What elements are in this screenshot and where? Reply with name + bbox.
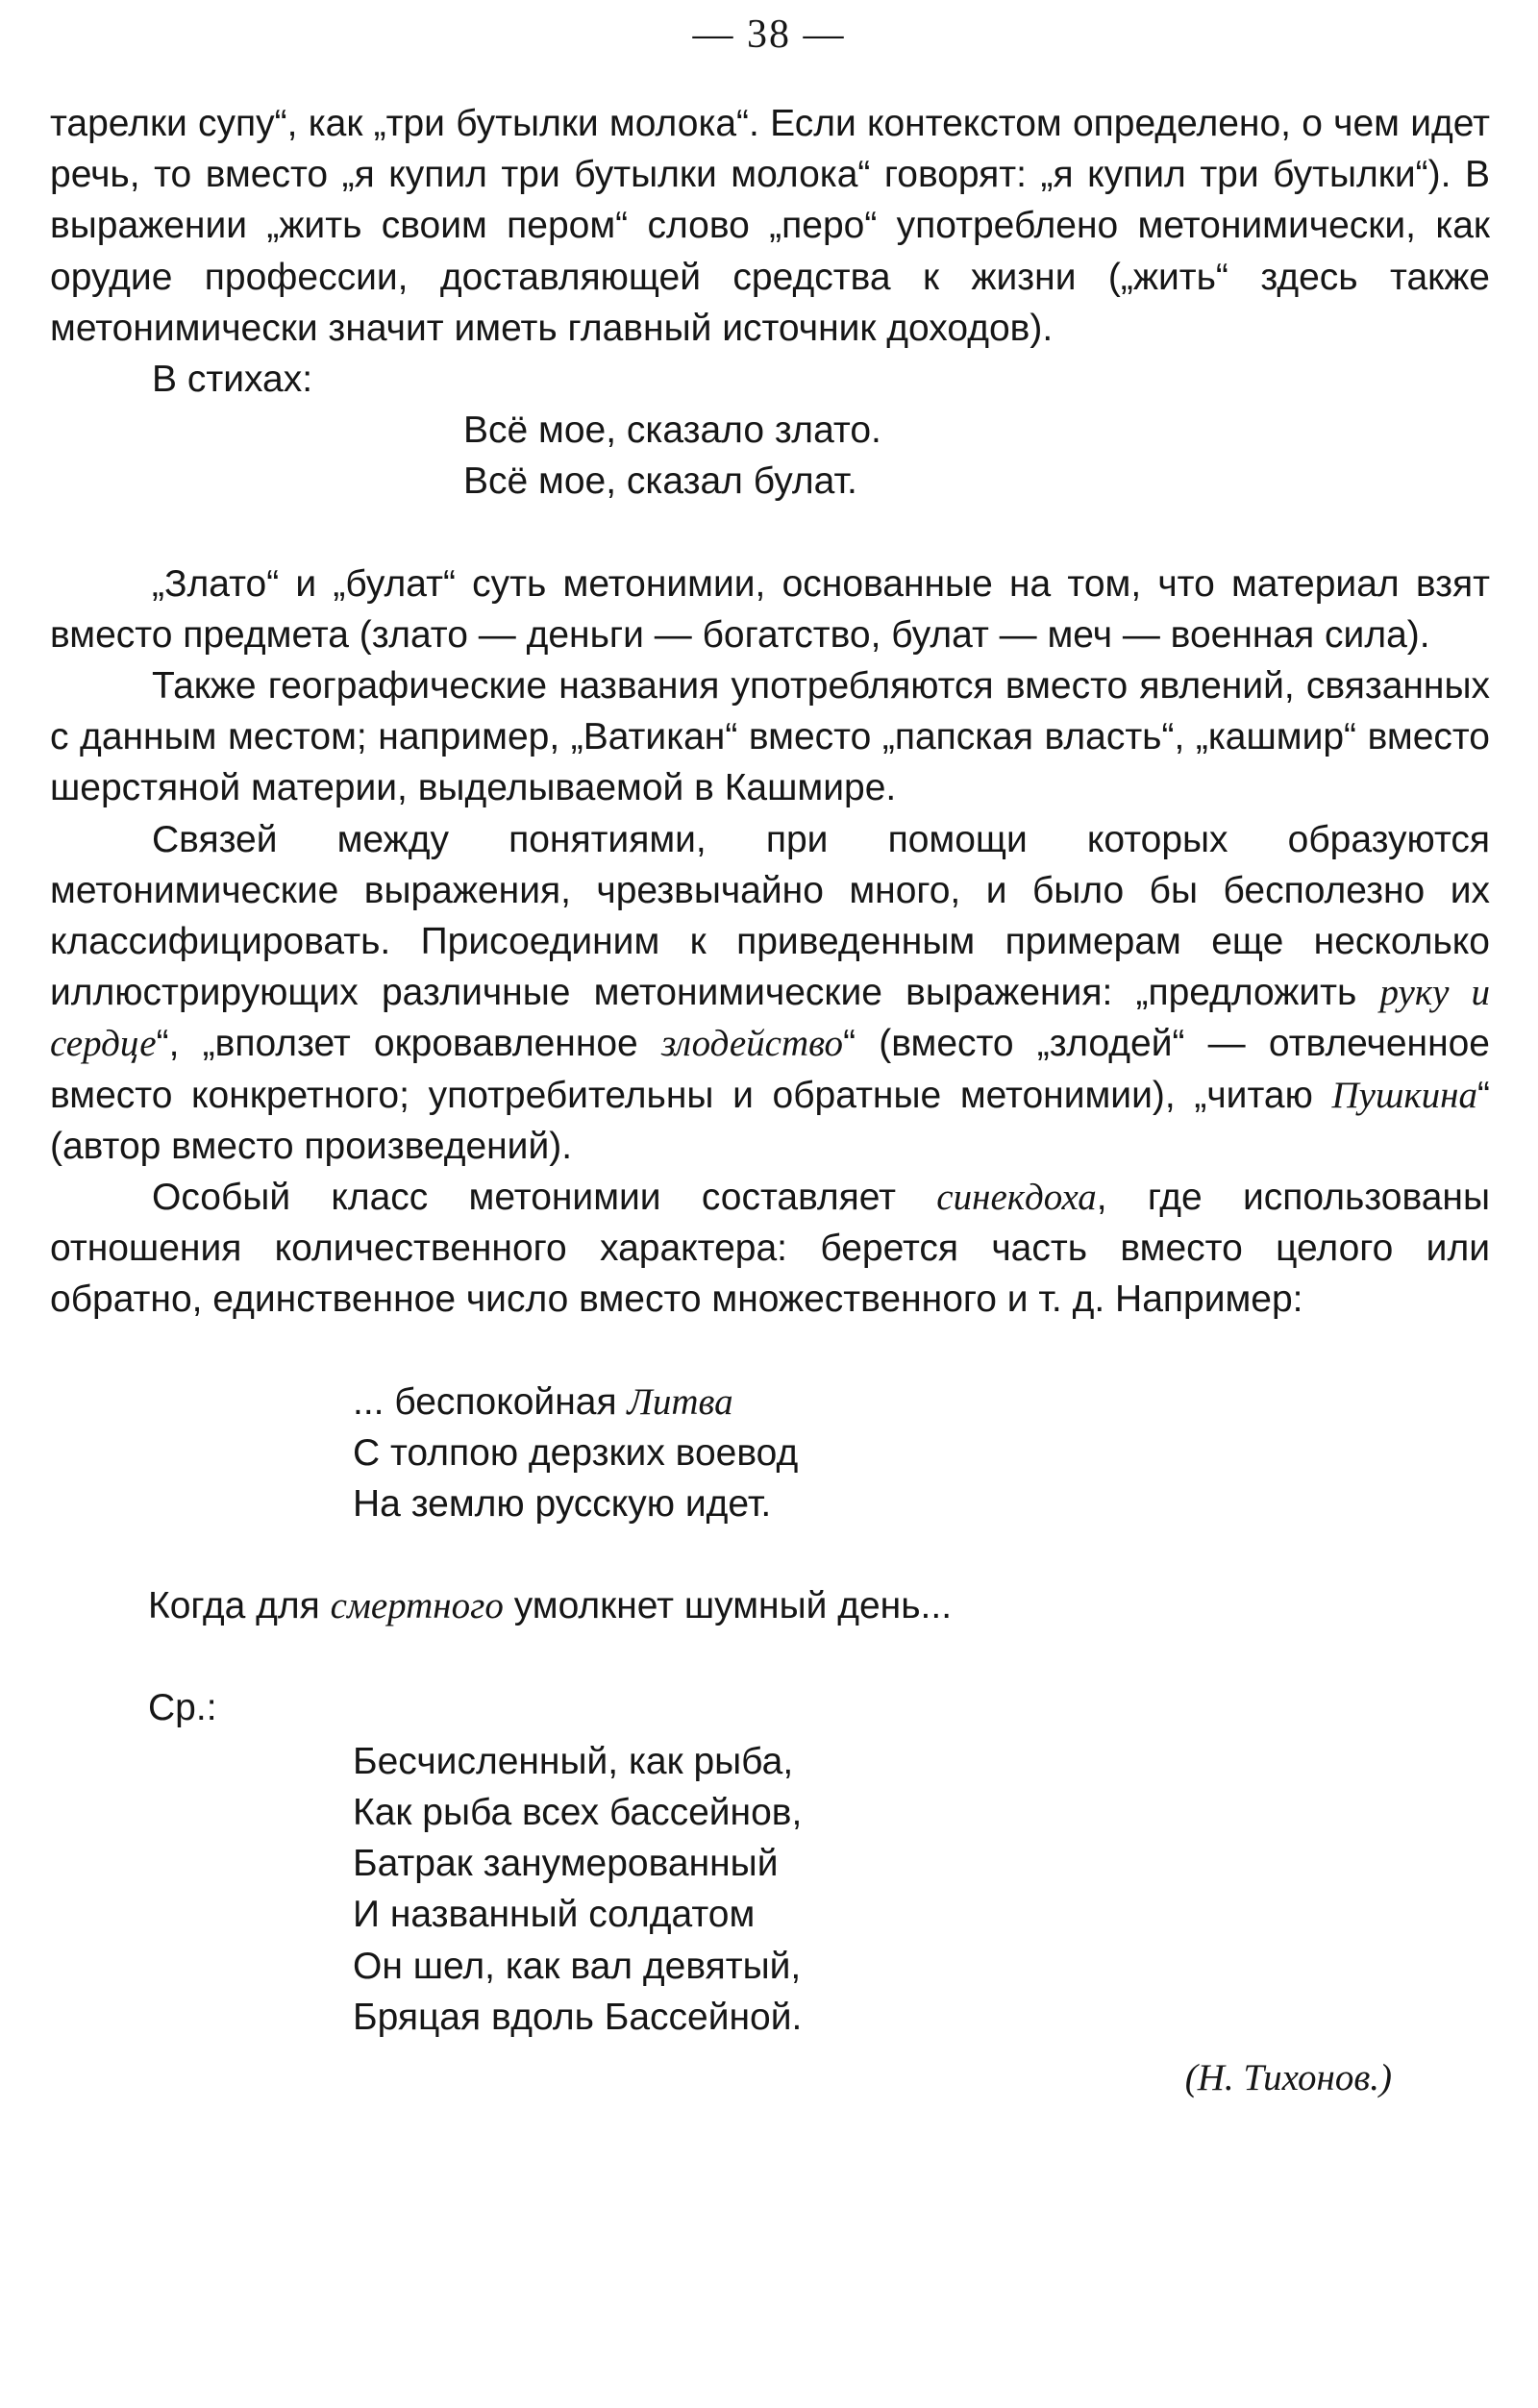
text-run: Особый класс метонимии составляет (152, 1177, 937, 1219)
paragraph-zlato-bulat: „Злато“ и „булат“ суть метонимии, основанные на том, что материал взят вместо предмета (злато — деньги — богатство, булат — меч — военная сила). (50, 562, 1490, 656)
italic-term: синекдоха (936, 1177, 1097, 1219)
verse-line: Всё мое, сказал булат. (463, 460, 857, 503)
text-run: умолкнет шумный день... (503, 1585, 953, 1627)
verse-line: Он шел, как вал девятый, (353, 1945, 802, 1987)
verse-line: Батрак занумерованный (353, 1843, 779, 1885)
text-run: ... беспокойная (353, 1380, 628, 1423)
italic-term: смертного (330, 1585, 504, 1627)
italic-term: Литва (627, 1380, 733, 1423)
verse-line: С толпою дерзких воевод (353, 1431, 799, 1474)
text-body (50, 98, 1490, 2103)
paragraph-geographic-names: Также географические названия употребляются вместо явлений, связанных с данным местом; например, „Ватикан“ вместо „папская власть“, „кашмир“ вместо шерстяной материи, выделываемой в Кашмире. (50, 665, 1490, 809)
quoted-line-smertnogo (50, 1580, 1490, 1631)
verse-line (353, 1377, 1490, 1427)
page-number: — 38 — (692, 12, 846, 57)
paragraph-verse-intro: В стихах: (152, 359, 313, 401)
italic-term: Пушкина (1331, 1074, 1477, 1116)
text-run: , где использованы отношения количественного характера: берется часть вместо целого или обратно, единственное число вместо множественного и т. д. Например: (50, 1177, 1490, 1321)
text-run: Когда для (148, 1585, 331, 1627)
verse-block-litva (353, 1377, 1490, 1530)
verse-line: Всё мое, сказало злато. (463, 410, 881, 452)
verse-block-zlato (463, 405, 1490, 507)
text-run: “ (вместо „злодей“ — отвлеченное вместо конкретного; употребительны и обратные метонимии), „читаю (50, 1023, 1490, 1116)
verse-line: Как рыба всех бассейнов, (353, 1791, 803, 1833)
poem-attribution: (Н. Тихонов.) (1184, 2056, 1392, 2098)
verse-line: Бесчисленный, как рыба, (353, 1740, 794, 1782)
compare-label: Ср.: (148, 1687, 217, 1729)
text-run: “ (автор вместо произведений). (50, 1074, 1490, 1167)
verse-line: Бряцая вдоль Бассейной. (353, 1996, 803, 2038)
paragraph-metonymy-examples (50, 814, 1490, 1172)
verse-block-tikhonov (353, 1736, 1490, 2043)
paragraph-continuation: тарелки супу“, как „три бутылки молока“. Если контекстом определено, о чем идет речь, то вместо „я купил три бутылки молока“ говорят: „я купил три бутылки“). В выражении „жить своим пером“ слово „перо“ употреблено метонимически, как орудие профессии, доставляющей средства к жизни („жить“ здесь также метонимически значит иметь главный источник доходов). (50, 103, 1490, 349)
text-run: Связей между понятиями, при помощи которых образуются метонимические выражения, чрезвычайно много, и было бы бесполезно их классифицировать. Присоединим к приведенным примерам еще несколько иллюстрирующих различные метонимические выражения: „предложить (50, 818, 1490, 1014)
italic-term: руку и сердце (50, 972, 1490, 1065)
verse-line: И названный солдатом (353, 1894, 756, 1936)
text-run: “, „вползет окровавленное (156, 1023, 661, 1065)
paragraph-synecdoche (50, 1172, 1490, 1326)
verse-line: На землю русскую идет. (353, 1483, 772, 1526)
italic-term: злодейство (660, 1023, 844, 1065)
